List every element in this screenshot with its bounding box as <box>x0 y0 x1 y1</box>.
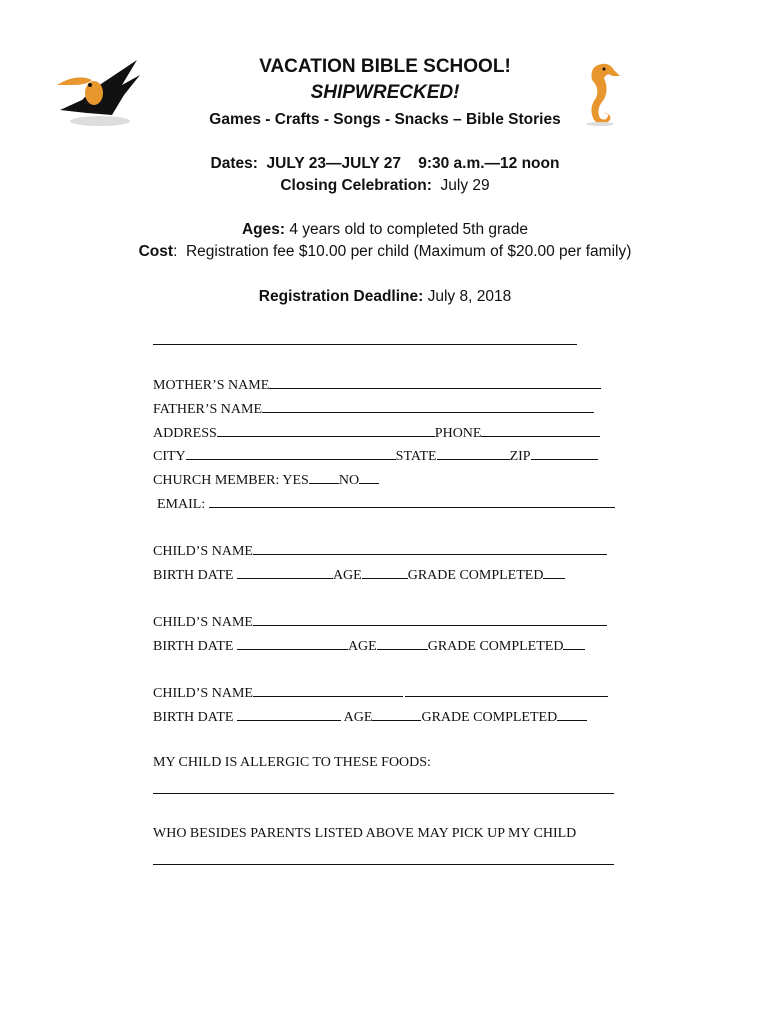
ages-line <box>0 221 770 239</box>
mother-name-field[interactable] <box>269 375 601 389</box>
child-2-birth-field[interactable] <box>237 636 348 650</box>
child-1-grade-field[interactable] <box>543 565 565 579</box>
closing-line <box>0 177 770 195</box>
city-label: CITY <box>153 449 186 464</box>
state-label: STATE <box>395 449 437 464</box>
pickup-field[interactable] <box>153 864 614 865</box>
birth-date-label: BIRTH DATE <box>153 568 234 583</box>
cost-line <box>0 243 770 261</box>
church-member-row <box>153 470 379 489</box>
allergy-field[interactable] <box>153 793 614 794</box>
activities-list: Games - Crafts - Songs - Snacks – Bible Stories <box>209 111 561 128</box>
father-name-field[interactable] <box>262 399 594 413</box>
pickup-label: WHO BESIDES PARENTS LISTED ABOVE MAY PICK UP MY CHILD <box>153 826 577 841</box>
grade-label: GRADE COMPLETED <box>427 639 564 654</box>
father-name-label: FATHER’S NAME <box>153 402 263 417</box>
city-row <box>153 446 598 465</box>
deadline-line <box>0 288 770 306</box>
child-3-name-row <box>153 683 608 702</box>
child-1-details-row <box>153 565 565 584</box>
child-3-age-field[interactable] <box>372 707 421 721</box>
dates-value: JULY 23—JULY 27 9:30 a.m.—12 noon <box>266 155 560 172</box>
deadline-value: July 8, 2018 <box>427 288 512 305</box>
email-label: EMAIL: <box>157 497 206 512</box>
church-no-field[interactable] <box>359 470 379 484</box>
zip-label: ZIP <box>509 449 531 464</box>
address-label: ADDRESS <box>153 426 217 441</box>
closing-value: July 29 <box>440 177 490 194</box>
mother-name-label: MOTHER’S NAME <box>153 378 270 393</box>
signature-line[interactable] <box>153 344 577 345</box>
birth-date-label: BIRTH DATE <box>153 639 234 654</box>
allergy-label: MY CHILD IS ALLERGIC TO THESE FOODS: <box>153 755 431 770</box>
child-3-first-name-field[interactable] <box>253 683 403 697</box>
email-field[interactable] <box>209 494 615 508</box>
state-field[interactable] <box>437 446 510 460</box>
mother-name-row <box>153 375 601 394</box>
age-label: AGE <box>343 710 373 725</box>
address-row <box>153 423 600 442</box>
child-1-birth-field[interactable] <box>237 565 333 579</box>
city-field[interactable] <box>186 446 396 460</box>
child-name-label: CHILD’S NAME <box>153 686 253 701</box>
cost-value: : Registration fee $10.00 per child (Maximum of $20.00 per family) <box>173 243 632 260</box>
child-1-name-field[interactable] <box>253 541 607 555</box>
child-2-details-row <box>153 636 585 655</box>
grade-label: GRADE COMPLETED <box>407 568 544 583</box>
child-1-name-row <box>153 541 607 560</box>
child-2-age-field[interactable] <box>377 636 428 650</box>
page-title: VACATION BIBLE SCHOOL! <box>259 56 511 77</box>
child-name-label: CHILD’S NAME <box>153 544 253 559</box>
child-3-details-row <box>153 707 587 726</box>
child-1-age-field[interactable] <box>362 565 408 579</box>
address-field[interactable] <box>217 423 435 437</box>
age-label: AGE <box>332 568 362 583</box>
grade-label: GRADE COMPLETED <box>421 710 558 725</box>
dates-line <box>0 155 770 173</box>
child-3-birth-field[interactable] <box>237 707 341 721</box>
email-row <box>157 494 615 513</box>
child-3-grade-field[interactable] <box>557 707 587 721</box>
child-2-name-field[interactable] <box>253 612 607 626</box>
church-no-label: NO <box>338 473 360 488</box>
phone-field[interactable] <box>481 423 600 437</box>
age-label: AGE <box>347 639 377 654</box>
church-yes-field[interactable] <box>309 470 339 484</box>
phone-label: PHONE <box>434 426 482 441</box>
ages-value: 4 years old to completed 5th grade <box>289 221 529 238</box>
child-2-grade-field[interactable] <box>563 636 585 650</box>
ages-label: Ages: <box>241 221 286 238</box>
page-subtitle: SHIPWRECKED! <box>310 82 460 103</box>
child-name-label: CHILD’S NAME <box>153 615 253 630</box>
father-name-row <box>153 399 594 418</box>
deadline-label: Registration Deadline: <box>258 288 424 305</box>
child-2-name-row <box>153 612 607 631</box>
church-member-label: CHURCH MEMBER: YES <box>153 473 309 488</box>
dates-label: Dates: <box>210 155 258 172</box>
birth-date-label: BIRTH DATE <box>153 710 234 725</box>
closing-label: Closing Celebration: <box>280 177 432 194</box>
zip-field[interactable] <box>531 446 598 460</box>
cost-label: Cost <box>138 243 174 260</box>
child-3-last-name-field[interactable] <box>405 683 608 697</box>
